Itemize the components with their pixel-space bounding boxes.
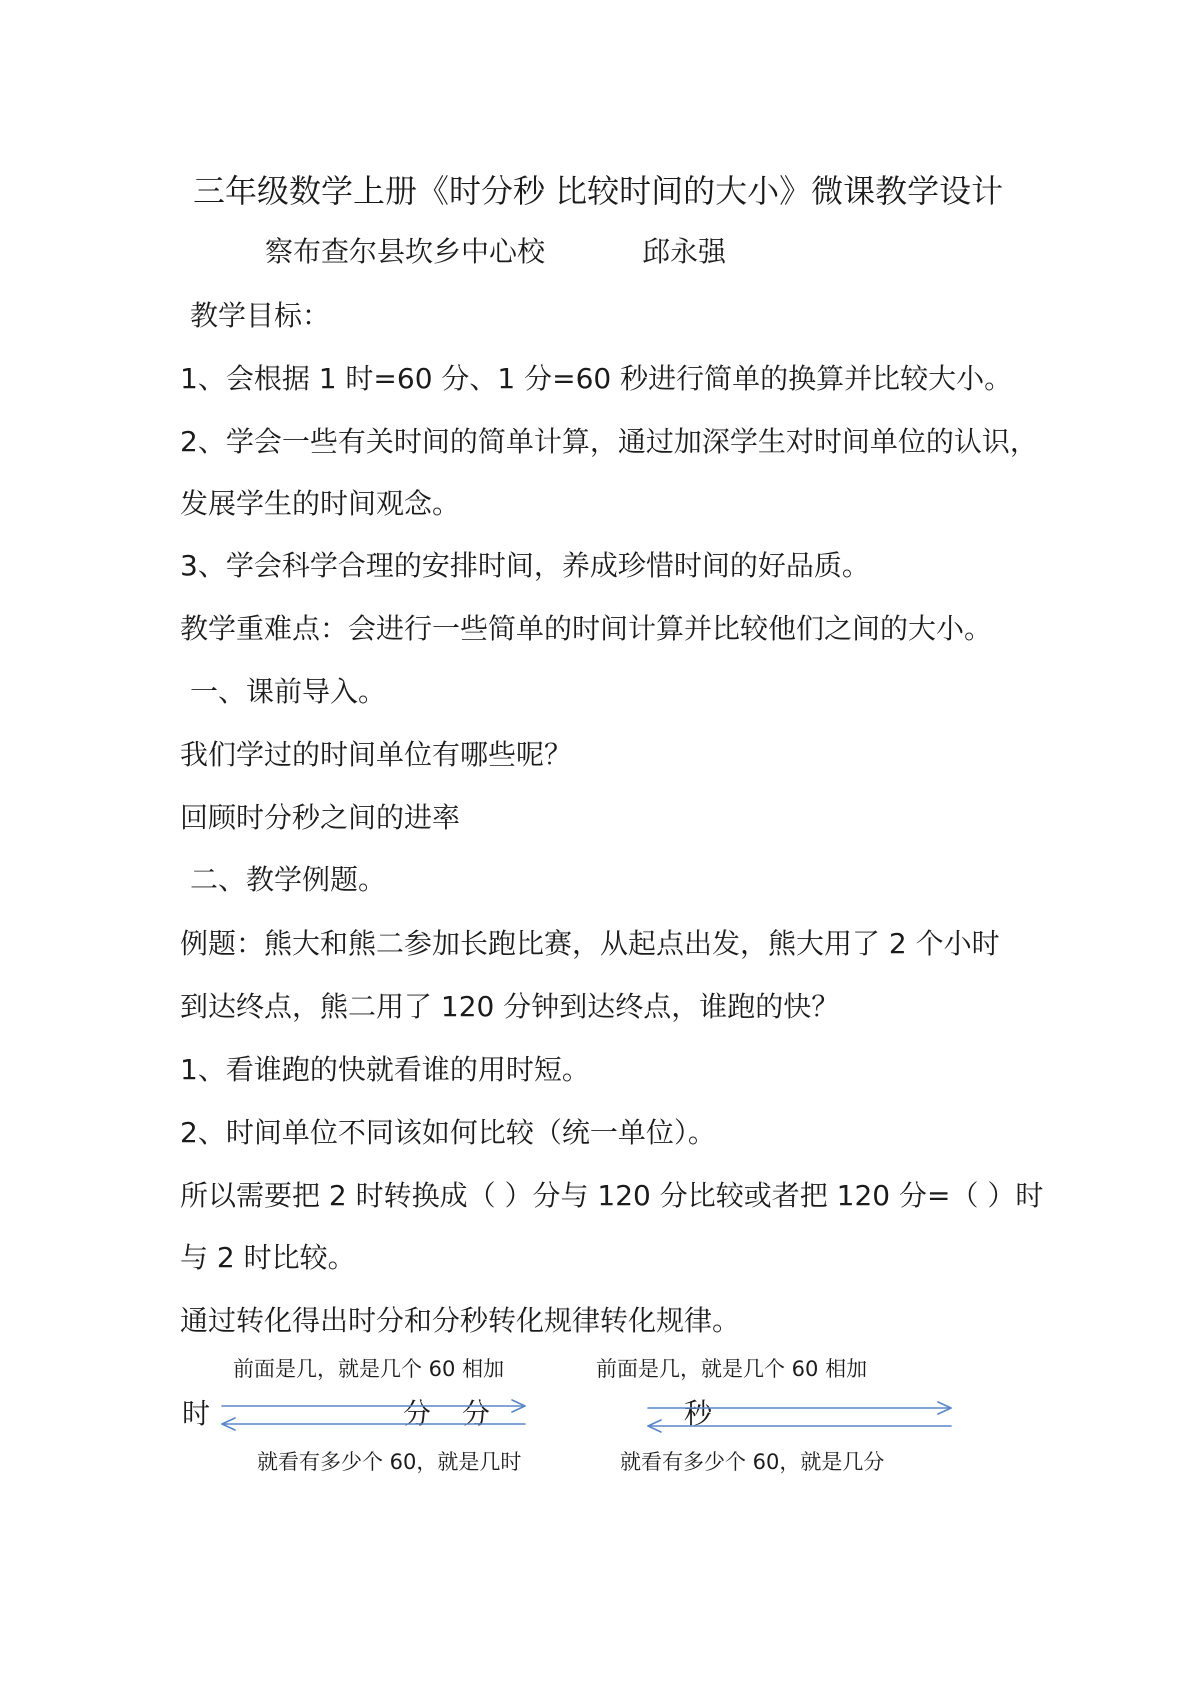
objectives-heading: 教学目标：	[190, 299, 331, 332]
objective-line: 3、学会科学合理的安排时间，养成珍惜时间的好品质。	[180, 549, 870, 582]
section2-line: 2、时间单位不同该如何比较（统一单位）。	[180, 1116, 716, 1149]
author-name: 邱永强	[642, 235, 727, 268]
unit-hour: 时	[182, 1397, 211, 1430]
section2-line: 与 2 时比较。	[180, 1241, 356, 1274]
objective-line: 发展学生的时间观念。	[180, 487, 461, 520]
hour-minute-bottom-label: 就看有多少个 60，就是几时	[257, 1450, 522, 1474]
unit-minute: 分	[403, 1397, 432, 1430]
minute-second-bottom-label: 就看有多少个 60，就是几分	[620, 1450, 885, 1474]
objective-line: 1、会根据 1 时=60 分、1 分=60 秒进行简单的换算并比较大小。	[180, 362, 1013, 395]
section2-line: 到达终点，熊二用了 120 分钟到达终点，谁跑的快？	[180, 990, 840, 1023]
section1-heading: 一、课前导入。	[190, 675, 387, 708]
school-name: 察布查尔县坎乡中心校	[265, 235, 546, 268]
objective-line: 2、学会一些有关时间的简单计算，通过加深学生对时间单位的认识，	[180, 425, 1038, 458]
section2-heading: 二、教学例题。	[190, 863, 387, 896]
unit-minute: 分	[462, 1397, 491, 1430]
unit-second: 秒	[684, 1397, 713, 1430]
section1-line: 回顾时分秒之间的进率	[180, 801, 461, 834]
key-points: 教学重难点：会进行一些简单的时间计算并比较他们之间的大小。	[180, 612, 993, 645]
minute-second-top-label: 前面是几，就是几个 60 相加	[596, 1357, 868, 1381]
section2-line: 1、看谁跑的快就看谁的用时短。	[180, 1053, 590, 1086]
conversion-arrows	[0, 1380, 1191, 1440]
section1-line: 我们学过的时间单位有哪些呢？	[180, 738, 573, 771]
hour-minute-top-label: 前面是几，就是几个 60 相加	[233, 1357, 505, 1381]
section2-line: 通过转化得出时分和分秒转化规律转化规律。	[180, 1304, 741, 1337]
section2-line: 例题：熊大和熊二参加长跑比赛，从起点出发，熊大用了 2 个小时	[180, 927, 1000, 960]
section2-line: 所以需要把 2 时转换成（ ）分与 120 分比较或者把 120 分=（ ）时	[180, 1179, 1044, 1212]
document-title: 三年级数学上册《时分秒 比较时间的大小》微课教学设计	[193, 172, 1004, 210]
